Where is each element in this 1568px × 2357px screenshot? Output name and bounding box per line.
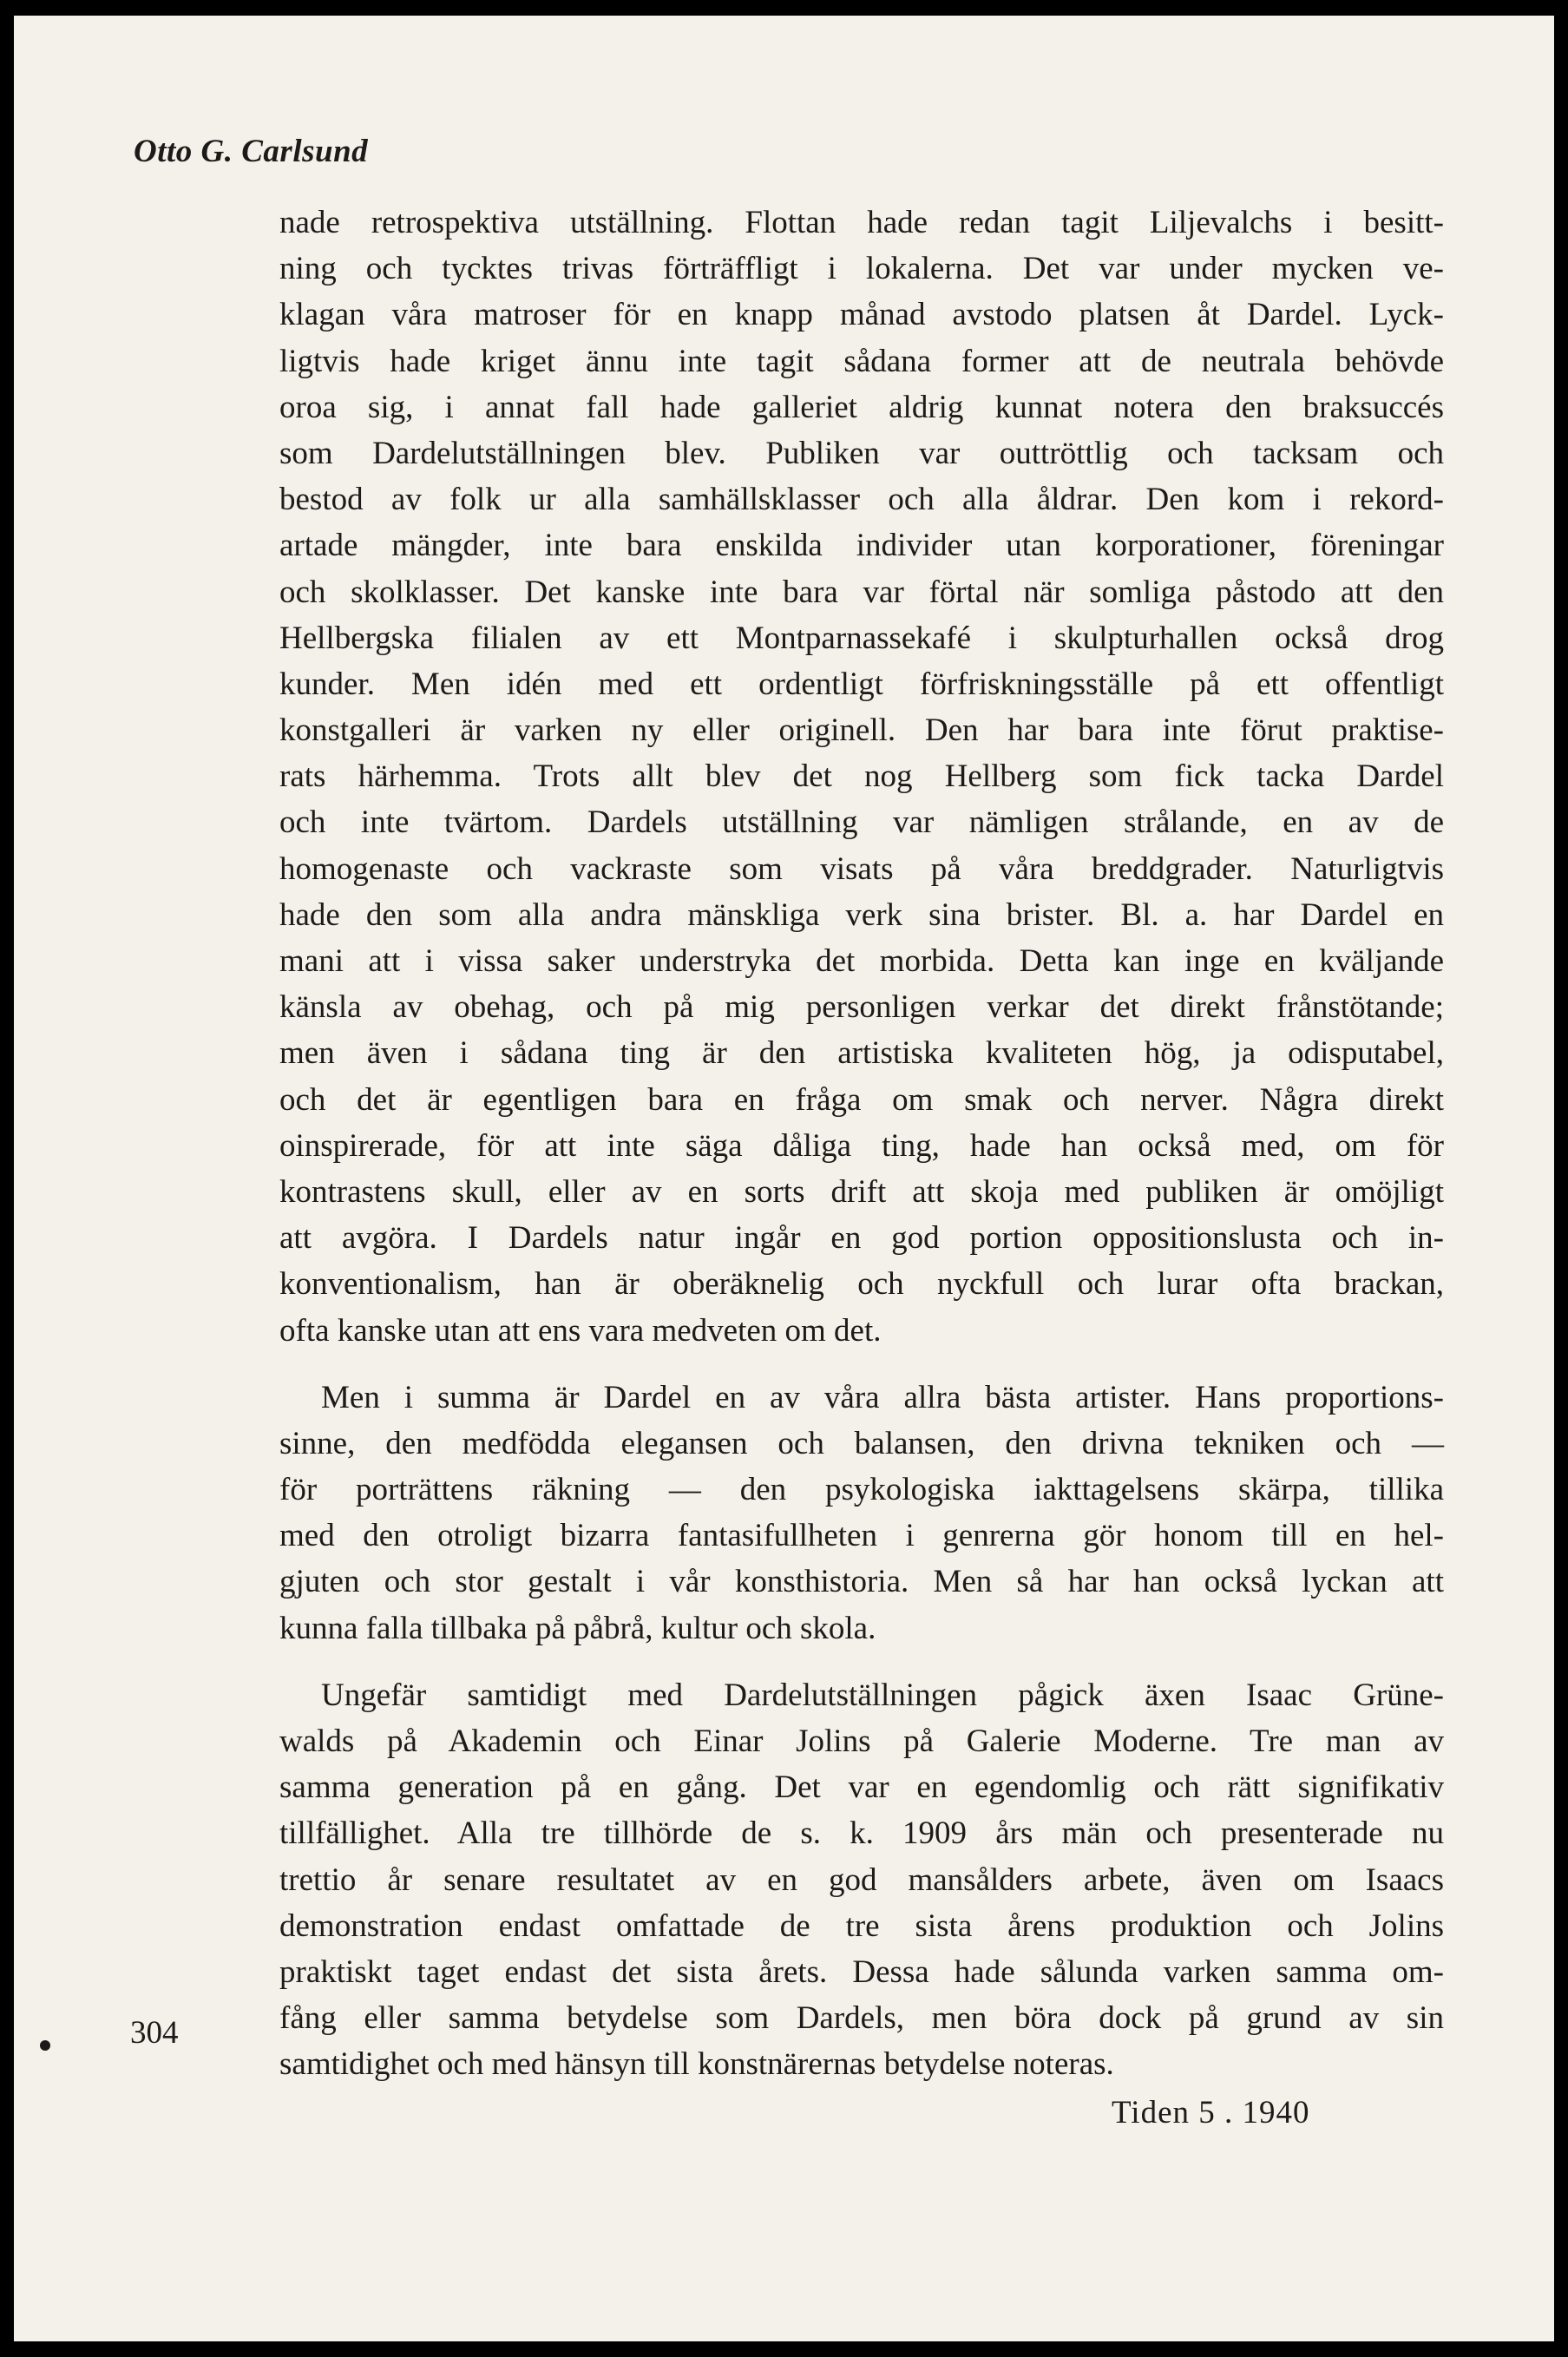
- text-line: kontrastens skull, eller av en sorts drift att skoja med publiken är omöjligt: [279, 1173, 1444, 1210]
- text-line: som Dardelutställningen blev. Publiken var outtröttlig och tacksam och: [279, 435, 1444, 471]
- page-number: 304: [130, 2015, 179, 2051]
- text-line: oinspirerade, för att inte säga dåliga ting, hade han också med, om för: [279, 1127, 1444, 1164]
- text-line: samma generation på en gång. Det var en egendomlig och rätt signifikativ: [279, 1769, 1444, 1806]
- text-line: sinne, den medfödda elegansen och balansen, den drivna tekniken och —: [279, 1425, 1444, 1461]
- margin-dot: [40, 2040, 50, 2051]
- text-line: demonstration endast omfattade de tre sista årens produktion och Jolins: [279, 1907, 1444, 1944]
- text-line: och inte tvärtom. Dardels utställning var nämligen strålande, en av de: [279, 804, 1444, 841]
- text-line: och det är egentligen bara en fråga om smak och nerver. Några direkt: [279, 1081, 1444, 1118]
- text-line: kunder. Men idén med ett ordentligt förfriskningsställe på ett offentligt: [279, 666, 1444, 702]
- text-line: konstgalleri är varken ny eller originell. Den har bara inte förut praktise-: [279, 712, 1444, 749]
- text-line: ning och tycktes trivas förträffligt i lokalerna. Det var under mycken ve-: [279, 251, 1444, 287]
- journal-citation: Tiden 5 . 1940: [1112, 2095, 1310, 2130]
- text-line: bestod av folk ur alla samhällsklasser och alla åldrar. Den kom i rekord-: [279, 482, 1444, 518]
- paragraph-3: [279, 1672, 1444, 2088]
- text-line: konventionalism, han är oberäknelig och nyckfull och lurar ofta brackan,: [279, 1266, 1444, 1303]
- text-line: och skolklasser. Det kanske inte bara var förtal när somliga påstodo att den: [279, 574, 1444, 610]
- text-line: klagan våra matroser för en knapp månad avstodo platsen åt Dardel. Lyck-: [279, 297, 1444, 333]
- text-line: trettio år senare resultatet av en god mansålders arbete, även om Isaacs: [279, 1861, 1444, 1898]
- text-line: mani att i vissa saker understryka det morbida. Detta kan inge en kväljande: [279, 943, 1444, 979]
- paragraph-2: [279, 1375, 1444, 1651]
- text-line: Men i summa är Dardel en av våra allra bästa artister. Hans proportions-: [321, 1379, 1444, 1415]
- paragraph-gap: [279, 1354, 1444, 1375]
- text-line: tillfällighet. Alla tre tillhörde de s. k. 1909 års män och presenterade nu: [279, 1815, 1444, 1852]
- text-line: rats härhemma. Trots allt blev det nog Hellberg som fick tacka Dardel: [279, 758, 1444, 795]
- running-head: Otto G. Carlsund: [134, 134, 369, 169]
- text-line: hade den som alla andra mänskliga verk sina brister. Bl. a. har Dardel en: [279, 896, 1444, 933]
- paragraph-gap: [279, 1651, 1444, 1672]
- text-line: känsla av obehag, och på mig personligen verkar det direkt frånstötande;: [279, 989, 1444, 1026]
- text-line: fång eller samma betydelse som Dardels, men böra dock på grund av sin: [279, 2000, 1444, 2037]
- text-line: samtidighet och med hänsyn till konstnärernas betydelse noteras.: [279, 2046, 1114, 2083]
- text-line: gjuten och stor gestalt i vår konsthistoria. Men så har han också lyckan att: [279, 1564, 1444, 1600]
- text-line: Hellbergska filialen av ett Montparnassekafé i skulpturhallen också drog: [279, 620, 1444, 656]
- text-line: walds på Akademin och Einar Jolins på Galerie Moderne. Tre man av: [279, 1723, 1444, 1759]
- text-line: med den otroligt bizarra fantasifullheten i genrerna gör honom till en hel-: [279, 1518, 1444, 1554]
- text-line: homogenaste och vackraste som visats på våra breddgrader. Naturligtvis: [279, 850, 1444, 887]
- text-line: för porträttens räkning — den psykologiska iakttagelsens skärpa, tillika: [279, 1472, 1444, 1508]
- paragraph-1: [279, 200, 1444, 1354]
- text-line: kunna falla tillbaka på påbrå, kultur och skola.: [279, 1610, 876, 1646]
- text-line: att avgöra. I Dardels natur ingår en god portion oppositionslusta och in-: [279, 1220, 1444, 1257]
- text-line: nade retrospektiva utställning. Flottan hade redan tagit Liljevalchs i besitt-: [279, 205, 1444, 240]
- text-line: men även i sådana ting är den artistiska kvaliteten hög, ja odisputabel,: [279, 1035, 1444, 1072]
- text-line: Ungefär samtidigt med Dardelutställningen pågick äxen Isaac Grüne-: [321, 1677, 1444, 1713]
- body-text: [279, 200, 1444, 2088]
- text-line: praktiskt taget endast det sista årets. Dessa hade sålunda varken samma om-: [279, 1953, 1444, 1990]
- document-page: [14, 16, 1554, 2341]
- text-line: oroa sig, i annat fall hade galleriet aldrig kunnat notera den braksuccés: [279, 389, 1444, 425]
- text-line: ofta kanske utan att ens vara medveten om det.: [279, 1312, 882, 1349]
- text-line: ligtvis hade kriget ännu inte tagit sådana former att de neutrala behövde: [279, 343, 1444, 379]
- text-line: artade mängder, inte bara enskilda individer utan korporationer, föreningar: [279, 528, 1444, 564]
